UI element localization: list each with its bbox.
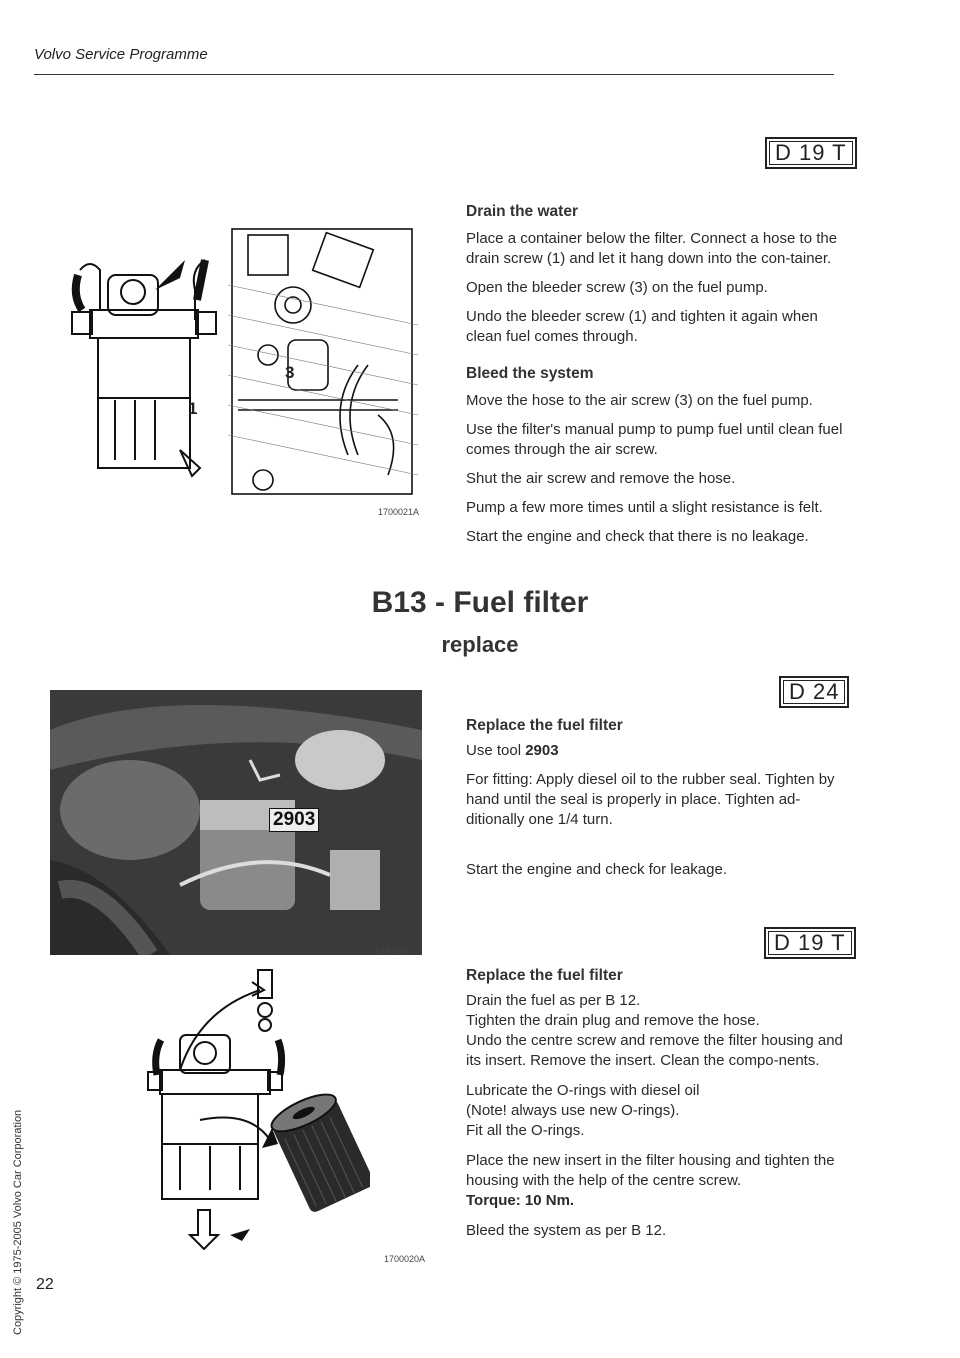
bleed-heading: Bleed the system <box>466 365 594 382</box>
replace-filter-d24-block <box>466 717 846 880</box>
model-badge-d24: D 24 <box>779 676 849 708</box>
bleed-p2: Use the filter's manual pump to pump fuel until clean fuel comes through the air screw. <box>466 421 843 458</box>
step-fit-orings: Fit all the O-rings. <box>466 1122 585 1139</box>
replace-heading-d24: Replace the fuel filter <box>466 717 623 734</box>
check-leakage-line: Start the engine and check for leakage. <box>466 861 728 878</box>
step-note-new-orings: (Note! always use new O-rings). <box>466 1102 680 1119</box>
engine-fuel-pump-drawing <box>228 225 418 500</box>
header-rule <box>34 74 834 75</box>
bleed-p1: Move the hose to the air screw (3) on the fuel pump. <box>466 392 813 409</box>
section-title: B13 - Fuel filter <box>371 586 589 619</box>
drain-p2: Open the bleeder screw (3) on the fuel pump. <box>466 279 768 296</box>
replace-heading-d19t: Replace the fuel filter <box>466 967 623 984</box>
torque-value: 10 Nm. <box>524 1192 575 1209</box>
step-bleed: Bleed the system as per B 12. <box>466 1222 667 1239</box>
torque-line: Torque: 10 Nm. <box>466 1192 575 1209</box>
bleed-p5: Start the engine and check that there is no leakage. <box>466 528 809 545</box>
filter-insert-replacement-drawing <box>140 960 370 1250</box>
step-lubricate: Lubricate the O-rings with diesel oil <box>466 1082 700 1099</box>
step-drain-fuel: Drain the fuel as per B 12. <box>466 992 641 1009</box>
callout-3: 3 <box>285 363 295 382</box>
fitting-paragraph: For fitting: Apply diesel oil to the rubber seal. Tighten by hand until the seal is properly in place. Tighten ad-ditionally one 1/4 turn. <box>466 771 835 828</box>
step-tighten-plug: Tighten the drain plug and remove the hose. <box>466 1012 760 1029</box>
model-badge-d19t: D 19 T <box>765 137 857 169</box>
tool-tag-2903: 2903 <box>269 808 319 832</box>
figure-label-1700021a: 1700021A <box>378 507 420 517</box>
step-undo-centre-screw: Undo the centre screw and remove the filter housing and its insert. Remove the insert. Clean the compo-nents. <box>466 1032 843 1069</box>
section-subtitle: replace <box>441 632 519 657</box>
callout-1: 1 <box>188 399 198 418</box>
bleed-p3: Shut the air screw and remove the hose. <box>466 470 736 487</box>
figure-label-1700020a: 1700020A <box>384 1254 426 1264</box>
photo-label-128254: 128 254 <box>375 946 408 956</box>
replace-filter-d19t-block <box>466 967 846 1241</box>
step-place-insert: Place the new insert in the filter housing and tighten the housing with the help of the centre screw. <box>466 1152 835 1189</box>
drain-p3: Undo the bleeder screw (1) and tighten it again when clean fuel comes through. <box>466 308 818 345</box>
model-badge-d19t-2: D 19 T <box>764 927 856 959</box>
copyright-notice: Copyright © 1975-2005 Volvo Car Corporation <box>12 1109 24 1335</box>
drain-p1: Place a container below the filter. Connect a hose to the drain screw (1) and let it hang down into the con-tainer. <box>466 230 838 267</box>
fuel-filter-photo <box>50 690 422 955</box>
drain-water-block <box>466 203 846 547</box>
filter-housing-drawing <box>60 250 220 500</box>
running-header: Volvo Service Programme <box>34 46 208 63</box>
use-tool-line: Use tool 2903 <box>466 742 559 759</box>
bleed-p4: Pump a few more times until a slight resistance is felt. <box>466 499 823 516</box>
page-number: 22 <box>36 1276 54 1293</box>
tool-number: 2903 <box>525 742 559 759</box>
drain-heading: Drain the water <box>466 203 578 220</box>
